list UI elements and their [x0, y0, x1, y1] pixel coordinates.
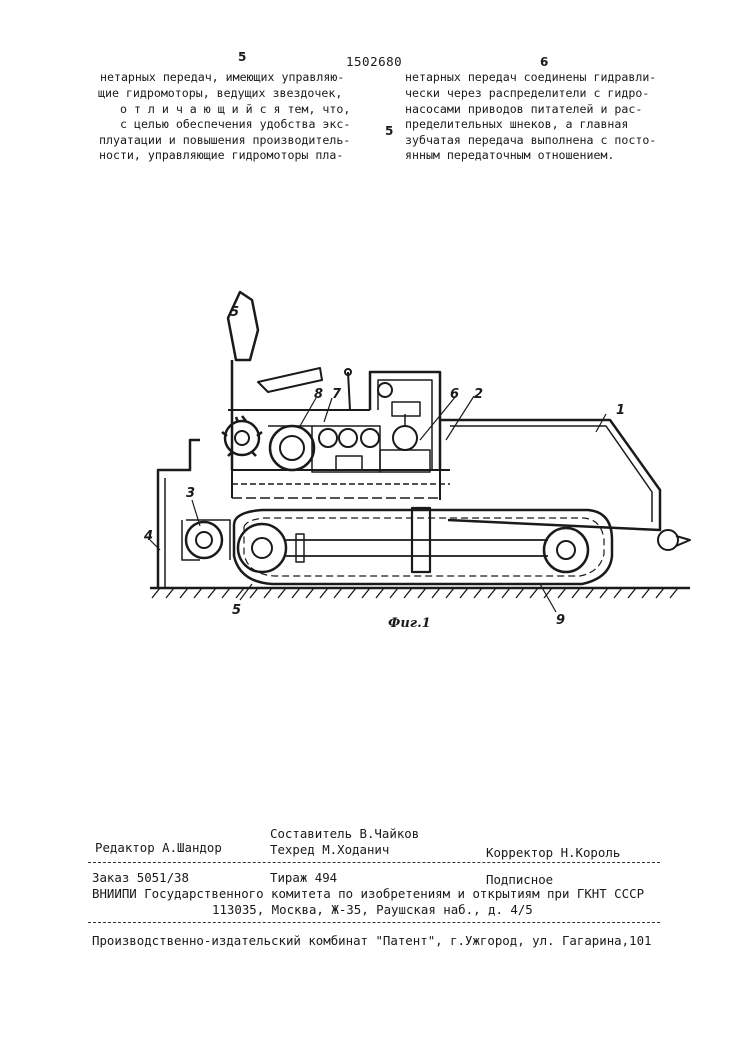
circulation: Тираж 494	[270, 870, 338, 885]
order: Заказ 5051/38	[92, 870, 189, 885]
hopper	[440, 420, 690, 550]
drum	[268, 426, 314, 470]
claim-left-line-3: о т л и ч а ю щ и й с я тем, что,	[120, 102, 351, 116]
claim-left-line-1: нетарных передач, имеющих управляю-	[100, 70, 345, 84]
publisher-address: 113035, Москва, Ж-35, Раушская наб., д. 4/5	[212, 902, 533, 917]
leader-lines	[150, 396, 606, 612]
corrector: Корректор Н.Король	[486, 845, 621, 860]
gear-train	[312, 426, 380, 472]
label-7: 7	[332, 387, 342, 402]
auger-sprocket	[222, 416, 262, 456]
figure-caption: Фиг.1	[388, 616, 431, 631]
screed-plate	[158, 440, 200, 588]
claim-left-line-6: ности, управляющие гидромоторы пла-	[99, 148, 344, 162]
rear-auger	[186, 520, 230, 560]
label-8: 8	[314, 387, 324, 402]
label-5-track: 5	[232, 603, 242, 618]
claim-right-line-3: насосами приводов питателей и рас-	[405, 102, 643, 116]
page-number-right: 6	[540, 55, 549, 69]
label-3: 3	[186, 486, 196, 501]
editor: Редактор А.Шандор	[95, 840, 222, 855]
margin-line-number: 5	[385, 124, 394, 138]
crawler-track	[234, 508, 612, 584]
subscription: Подписное	[486, 872, 554, 887]
claim-right-line-4: пределительных шнеков, а главная	[405, 117, 629, 131]
label-5-seat: 5	[230, 305, 240, 320]
divider-top	[88, 862, 660, 863]
operator-seat	[228, 292, 322, 470]
divider-bottom	[88, 922, 660, 923]
frame	[228, 410, 450, 498]
label-2: 2	[474, 387, 484, 402]
claim-right-line-2: чески через распределители с гидро-	[405, 86, 650, 100]
ground-hatch	[150, 588, 690, 598]
label-6: 6	[450, 387, 460, 402]
claim-left-line-5: плуатации и повышения производитель-	[99, 133, 351, 147]
claim-right-line-6: янным передаточным отношением.	[405, 148, 615, 162]
page-number-left: 5	[238, 50, 247, 64]
claim-right-line-1: нетарных передач соединены гидравли-	[405, 70, 657, 84]
claim-right-line-5: зубчатая передача выполнена с посто-	[405, 133, 657, 147]
publisher-org: ВНИИПИ Государственного комитета по изобретениям и открытиям при ГКНТ СССР	[92, 886, 645, 901]
label-9: 9	[556, 613, 566, 628]
printing-plant: Производственно-издательский комбинат "Патент", г.Ужгород, ул. Гагарина,101	[92, 933, 652, 948]
label-4: 4	[144, 529, 154, 544]
claim-left-line-4: с целью обеспечения удобства экс-	[120, 117, 351, 131]
patent-number: 1502680	[346, 54, 403, 69]
paver-drawing	[140, 280, 700, 660]
label-1: 1	[616, 403, 626, 418]
compiler: Составитель В.Чайков	[270, 826, 420, 841]
claim-left-line-2: щие гидромоторы, ведущих звездочек,	[98, 86, 343, 100]
techred: Техред М.Ходанич	[270, 842, 390, 857]
